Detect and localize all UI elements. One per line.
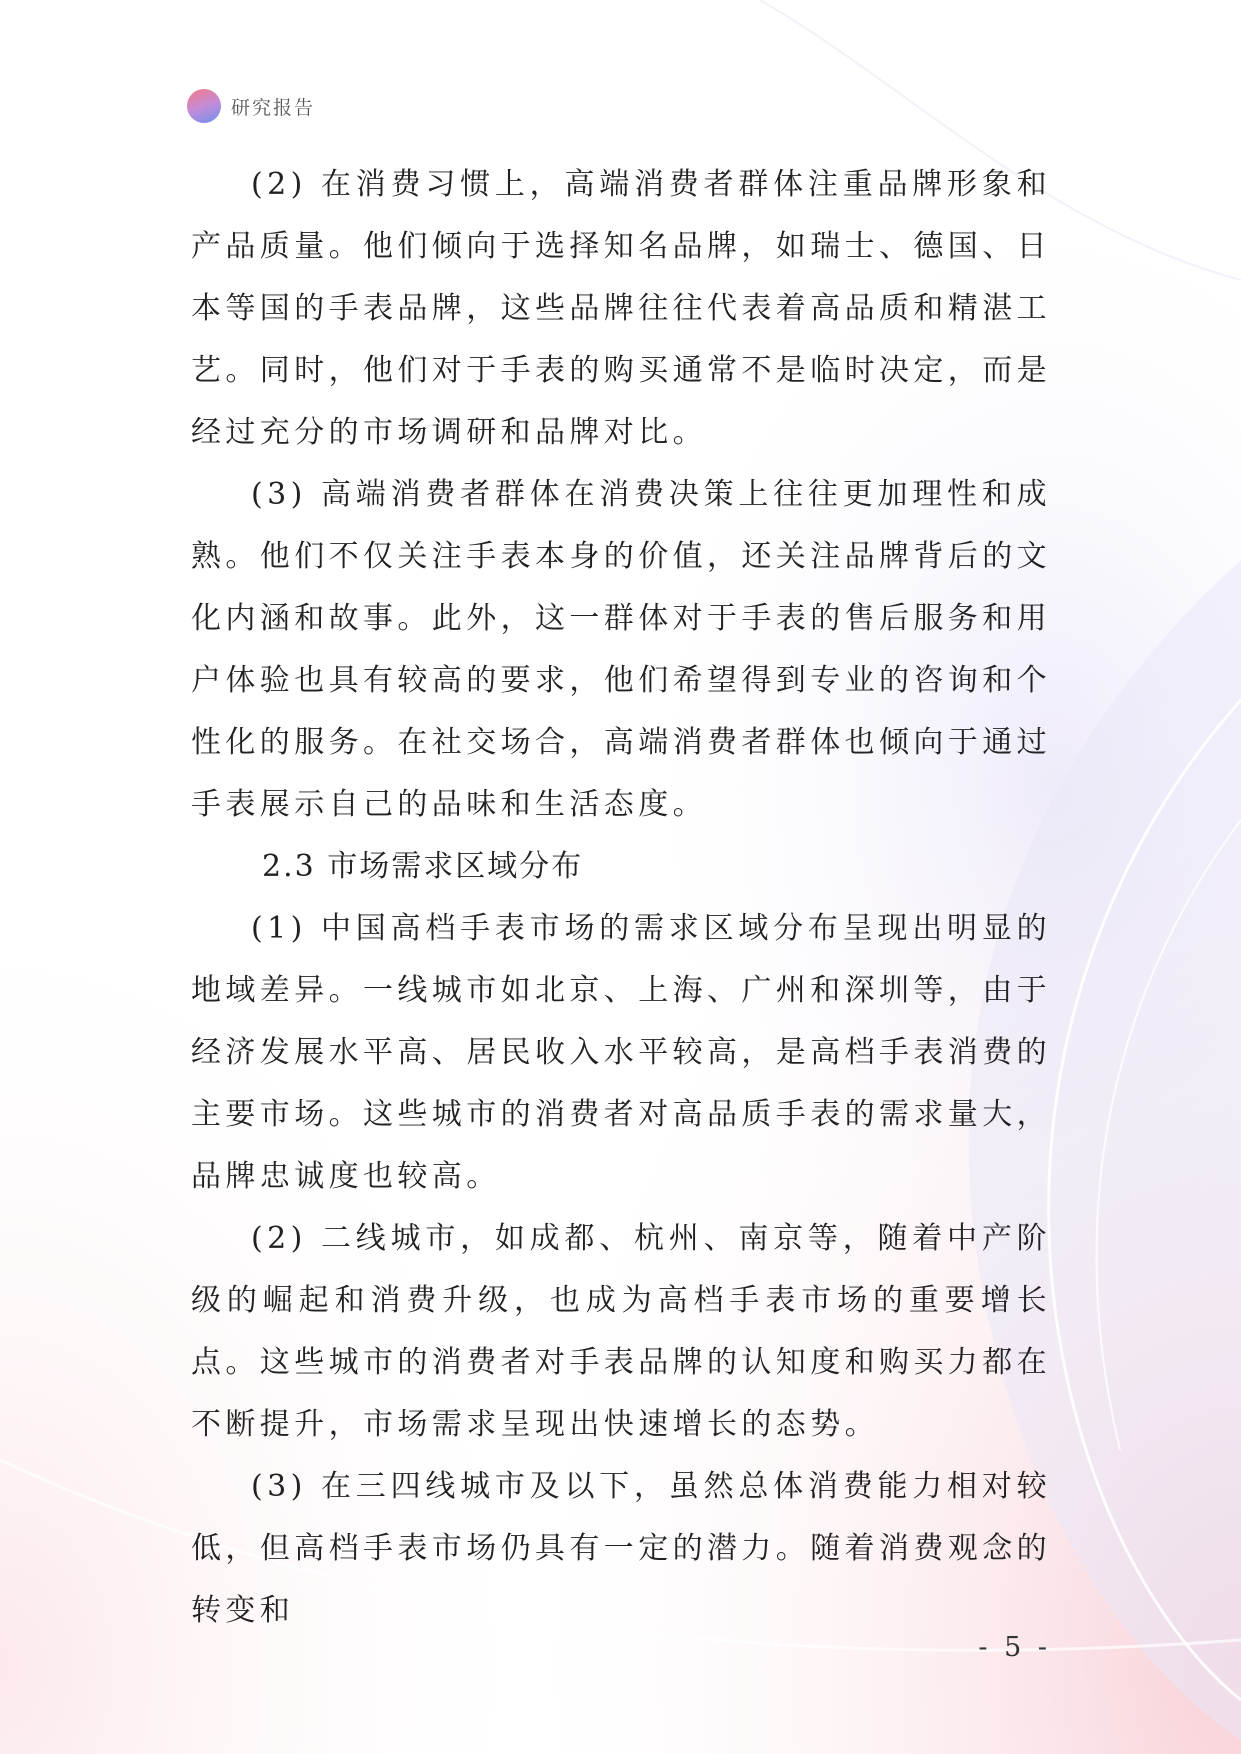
report-header <box>187 89 315 123</box>
document-body <box>191 154 1051 1642</box>
paragraph: (2) 二线城市，如成都、杭州、南京等，随着中产阶级的崛起和消费升级，也成为高档手表市场的重要增长点。这些城市的消费者对手表品牌的认知度和购买力都在不断提升，市场需求呈现出快速增长的态势。 <box>191 1221 1051 1442</box>
section-heading: 2.3 市场需求区域分布 <box>262 849 584 884</box>
paragraph: (1) 中国高档手表市场的需求区域分布呈现出明显的地域差异。一线城市如北京、上海、广州和深圳等，由于经济发展水平高、居民收入水平较高，是高档手表消费的主要市场。这些城市的消费者对高品质手表的需求量大，品牌忠诚度也较高。 <box>191 911 1051 1194</box>
report-logo <box>187 89 221 123</box>
page-number: - 5 - <box>978 1632 1051 1663</box>
header-label: 研究报告 <box>231 96 316 119</box>
paragraph: (2) 在消费习惯上，高端消费者群体注重品牌形象和产品质量。他们倾向于选择知名品牌，如瑞士、德国、日本等国的手表品牌，这些品牌往往代表着高品质和精湛工艺。同时，他们对于手表的购买通常不是临时决定，而是经过充分的市场调研和品牌对比。 <box>191 167 1051 450</box>
paragraph: (3) 高端消费者群体在消费决策上往往更加理性和成熟。他们不仅关注手表本身的价值，还关注品牌背后的文化内涵和故事。此外，这一群体对于手表的售后服务和用户体验也具有较高的要求，他们希望得到专业的咨询和个性化的服务。在社交场合，高端消费者群体也倾向于通过手表展示自己的品味和生活态度。 <box>191 477 1051 822</box>
paragraph: (3) 在三四线城市及以下，虽然总体消费能力相对较低，但高档手表市场仍具有一定的潜力。随着消费观念的转变和 <box>191 1469 1051 1628</box>
